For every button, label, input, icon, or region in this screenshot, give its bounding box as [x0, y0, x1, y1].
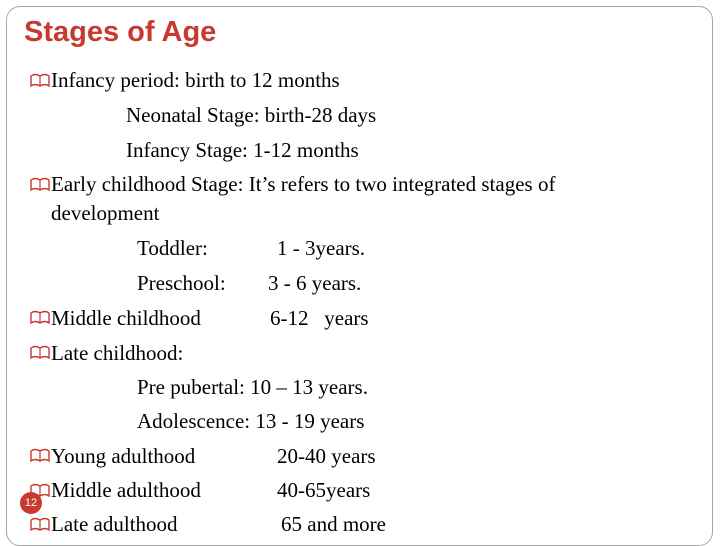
line-middle-adulthood-value: 40-65years: [277, 478, 371, 502]
bullet-early-childhood: Early childhood Stage: It’s refers to two integrated stages of: [51, 172, 556, 196]
bullet-middle-childhood-label: Middle childhood: [51, 306, 201, 330]
page-number-badge: 12: [20, 492, 42, 514]
line-infancy-stage: Infancy Stage: 1-12 months: [126, 138, 359, 162]
bullet-late-adulthood-label: Late adulthood: [51, 512, 178, 536]
bullet-young-adulthood-label: Young adulthood: [51, 444, 196, 468]
line-young-adulthood-value: 20-40 years: [277, 444, 376, 468]
line-toddler-label: Toddler:: [137, 236, 208, 260]
line-neonatal-stage: Neonatal Stage: birth-28 days: [126, 103, 377, 127]
line-development: development: [51, 201, 160, 225]
open-book-icon: [30, 73, 50, 89]
open-book-icon: [30, 345, 50, 361]
line-preschool-value: 3 - 6 years.: [268, 271, 362, 295]
bullet-infancy-period: Infancy period: birth to 12 months: [51, 68, 340, 92]
bullet-late-childhood: Late childhood:: [51, 341, 184, 365]
open-book-icon: [30, 310, 50, 326]
bullet-middle-adulthood-label: Middle adulthood: [51, 478, 201, 502]
line-toddler-value: 1 - 3years.: [277, 236, 366, 260]
open-book-icon: [30, 517, 50, 533]
line-pre-pubertal: Pre pubertal: 10 – 13 years.: [137, 375, 368, 399]
line-preschool-label: Preschool:: [137, 271, 226, 295]
line-middle-childhood-value: 6-12 years: [270, 306, 369, 330]
open-book-icon: [30, 177, 50, 193]
line-adolescence: Adolescence: 13 - 19 years: [137, 409, 365, 433]
line-late-adulthood-value: 65 and more: [281, 512, 386, 536]
slide-title: Stages of Age: [24, 16, 217, 48]
open-book-icon: [30, 448, 50, 464]
